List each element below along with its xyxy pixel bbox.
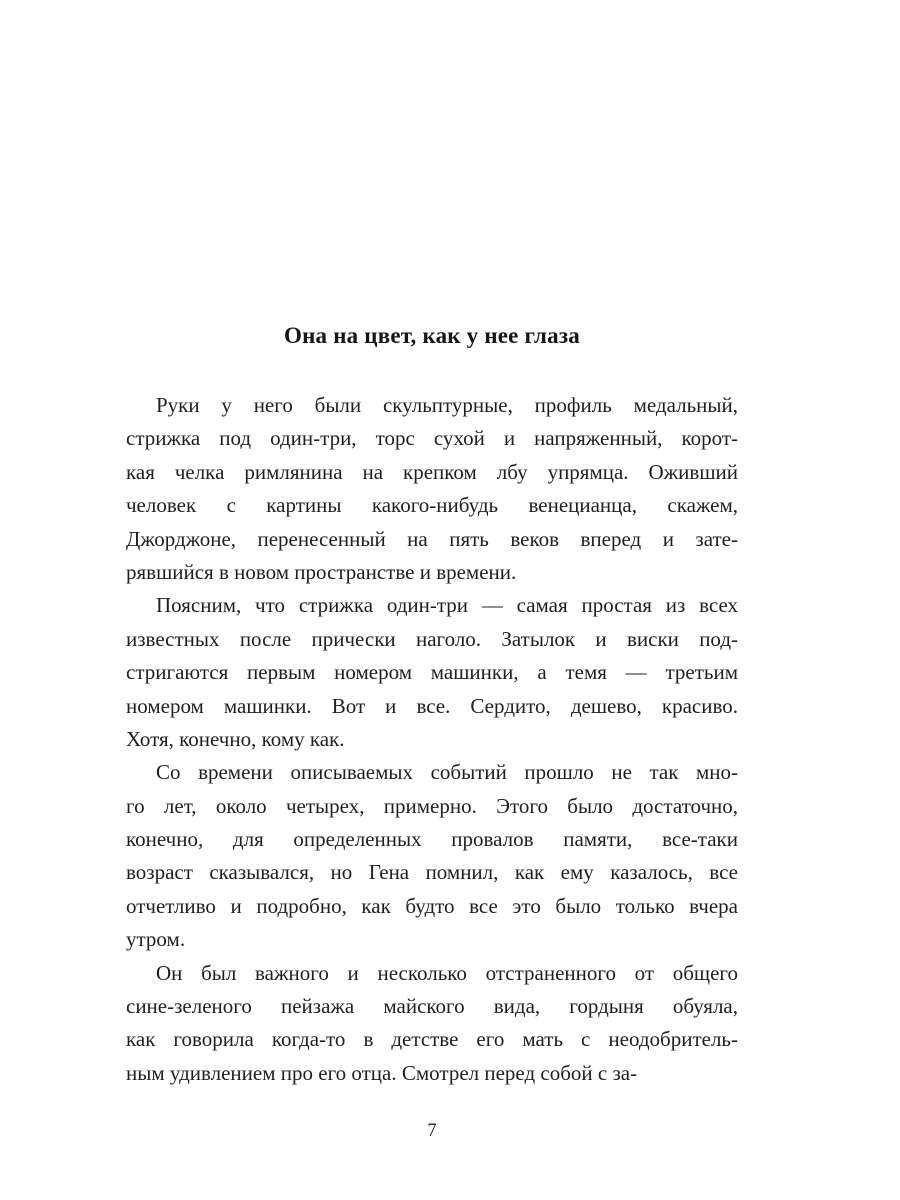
text-line: го лет, около четырех, примерно. Этого было достаточно, bbox=[126, 793, 738, 818]
text-line: Поясним, что стрижка один-три — самая простая из всех bbox=[156, 593, 738, 618]
body-text bbox=[126, 389, 738, 1090]
text-line: Хотя, конечно, кому как. bbox=[126, 726, 345, 751]
text-line: человек с картины какого-нибудь венецианца, скажем, bbox=[126, 493, 738, 518]
text-line: утром. bbox=[126, 927, 186, 952]
chapter-title: Она на цвет, как у нее глаза bbox=[284, 323, 580, 348]
text-line: Руки у него были скульптурные, профиль медальный, bbox=[156, 393, 738, 417]
text-line: стрижка под один-три, торс сухой и напряженный, корот- bbox=[126, 426, 738, 451]
text-line: Он был важного и несколько отстраненного от общего bbox=[156, 960, 738, 985]
text-line: номером машинки. Вот и все. Сердито, дешево, красиво. bbox=[126, 693, 738, 718]
text-line: отчетливо и подробно, как будто все это было только вчера bbox=[126, 893, 738, 918]
text-line: сине-зеленого пейзажа майского вида, гордыня обуяла, bbox=[126, 994, 738, 1019]
text-line: известных после прически наголо. Затылок и виски под- bbox=[126, 626, 738, 651]
text-line: Со времени описываемых событий прошло не так мно- bbox=[156, 760, 738, 785]
text-line: возраст сказывался, но Гена помнил, как ему казалось, все bbox=[126, 860, 738, 885]
text-line: как говорила когда-то в детстве его мать с неодобритель- bbox=[126, 1027, 738, 1052]
text-line: конечно, для определенных провалов памяти, все-таки bbox=[126, 827, 738, 852]
page-number: 7 bbox=[427, 1121, 437, 1141]
text-line: рявшийся в новом пространстве и времени. bbox=[126, 559, 517, 584]
text-line: ным удивлением про его отца. Смотрел перед собой с за- bbox=[126, 1060, 638, 1085]
text-line: стригаются первым номером машинки, а темя — третьим bbox=[126, 660, 738, 685]
text-line: кая челка римлянина на крепком лбу упрямца. Оживший bbox=[126, 459, 738, 484]
text-line: Джорджоне, перенесенный на пять веков вперед и зате- bbox=[126, 526, 738, 551]
